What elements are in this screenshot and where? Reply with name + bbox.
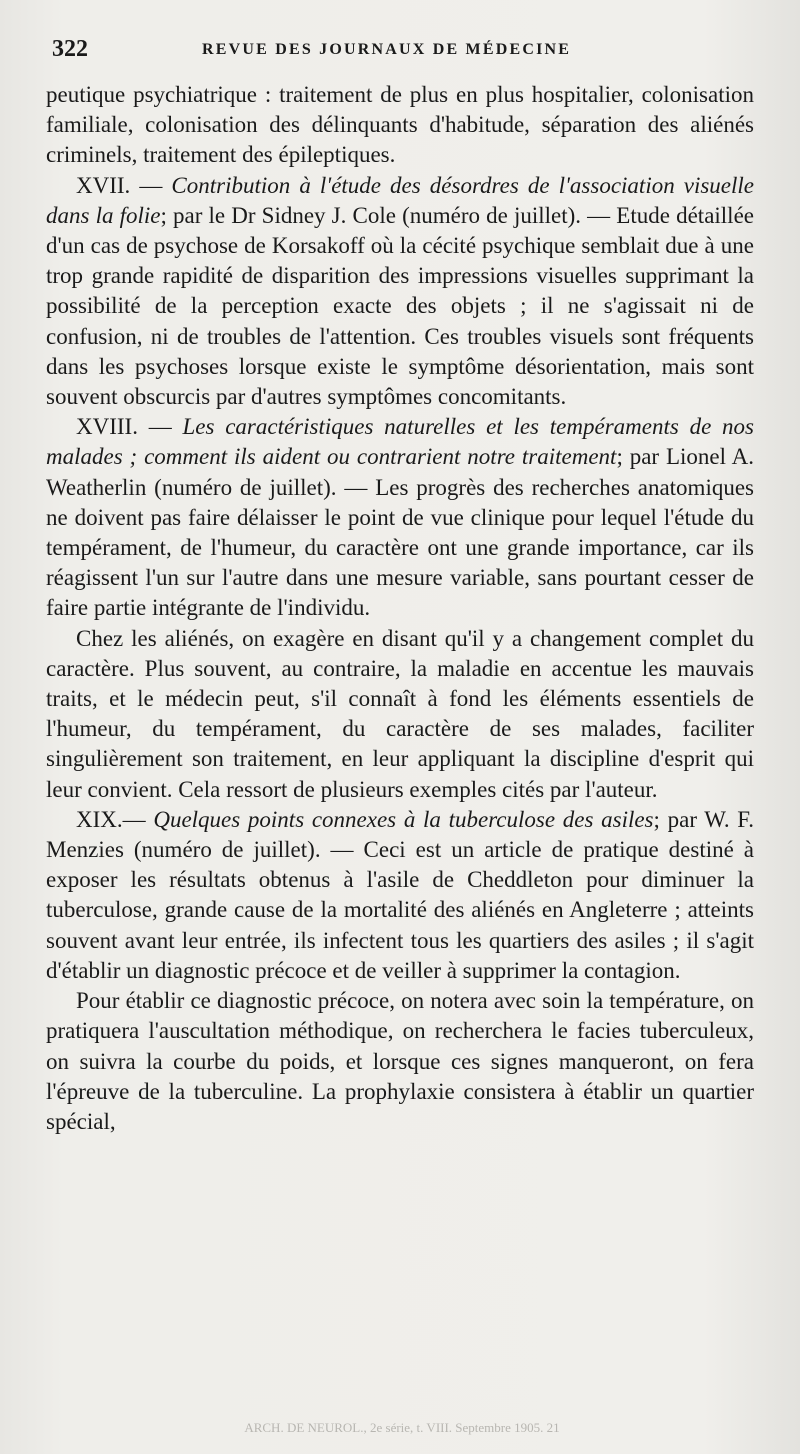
section-xvii <box>46 171 754 413</box>
paragraph-text: Pour établir ce diagnostic précoce, on notera avec soin la température, on pratiquera l'auscultation méthodique, on recherchera le facies tuberculeux, on suivra la courbe du poids, et lorsque ces signes manqueront, on fera l'épreuve de la tuberculine. La prophylaxie consistera à établir un quartier spécial, <box>46 988 754 1134</box>
article-summary: ; par W. F. Menzies (numéro de juillet). — Ceci est un article de pratique destiné à exposer les résultats obtenus à l'asile de Cheddleton pour diminuer la tuberculose, grande cause de la mortalité des aliénés en Angleterre ; atteints souvent avant leur entrée, ils infectent tous les quartiers des asiles ; il s'agit d'établir un diagnostic précoce et de veiller à supprimer la contagion. <box>46 806 755 983</box>
article-title: Quelques points connexes à la tuberculose des asiles <box>153 806 654 832</box>
article-summary: ; par le Dr Sidney J. Cole (numéro de juillet). — Etude détaillée d'un cas de psychose de Korsakoff où la cécité psychique semblait due à une trop grande rapidité de disparition des impressions visuelles supprimant la possibilité de la perception exacte des objets ; il ne s'agissait ni de confusion, ni de troubles de l'attention. Ces troubles visuels sont fréquents dans les psychoses lorsque existe le symptôme désorientation, mais sont souvent obscurcis par d'autres symptômes concomitants. <box>46 202 754 410</box>
paragraph-text: peutique psychiatrique : traitement de plus en plus hospitalier, colonisation familiale, colonisation des délinquants d'habitude, séparation des aliénés criminels, traitement des épileptiques. <box>46 82 754 168</box>
paragraph-text: Chez les aliénés, on exagère en disant qu'il y a changement complet du caractère. Plus souvent, au contraire, la maladie en accentue les mauvais traits, et le médecin peut, s'il connaît à fond les éléments essentiels de l'humeur, du tempérament, du caractère de ses malades, faciliter singulièrement son traitement, en leur appliquant la discipline d'esprit qui leur convient. Cela ressort de plusieurs exemples cités par l'auteur. <box>46 625 754 802</box>
body-text <box>46 80 754 1137</box>
section-xviii <box>46 412 754 623</box>
footer-note: ARCH. DE NEUROL., 2e série, t. VIII. Septembre 1905. 21 <box>244 1420 560 1435</box>
paragraph-continuation <box>46 80 754 171</box>
paragraph-diagnosis <box>46 986 754 1137</box>
section-numeral: XVII. — <box>76 172 163 198</box>
section-numeral: XVIII. — <box>76 414 172 440</box>
running-head <box>52 36 752 66</box>
article-title: Contribution à l'étude des désordres de l'association visuelle dans la folie <box>46 172 755 228</box>
paragraph-aliens <box>46 624 754 805</box>
section-xix <box>46 805 754 986</box>
section-numeral: XIX.— <box>76 806 146 832</box>
journal-title: REVUE DES JOURNAUX DE MÉDECINE <box>202 41 572 58</box>
article-title: Les caractéristiques naturelles et les tempéraments de nos malades ; comment ils aident ou contrarient notre traitement <box>46 414 755 470</box>
page-number: 322 <box>52 36 88 62</box>
article-summary: ; par Lionel A. Weatherlin (numéro de juillet). — Les progrès des recherches anatomiques ne doivent pas faire délaisser le point de vue clinique pour lequel l'étude du tempérament, de l'humeur, du caractère ont une grande importance, car ils réagissent l'un sur l'autre dans une mesure variable, sans pourtant cesser de faire partie intégrante de l'individu. <box>46 444 755 621</box>
